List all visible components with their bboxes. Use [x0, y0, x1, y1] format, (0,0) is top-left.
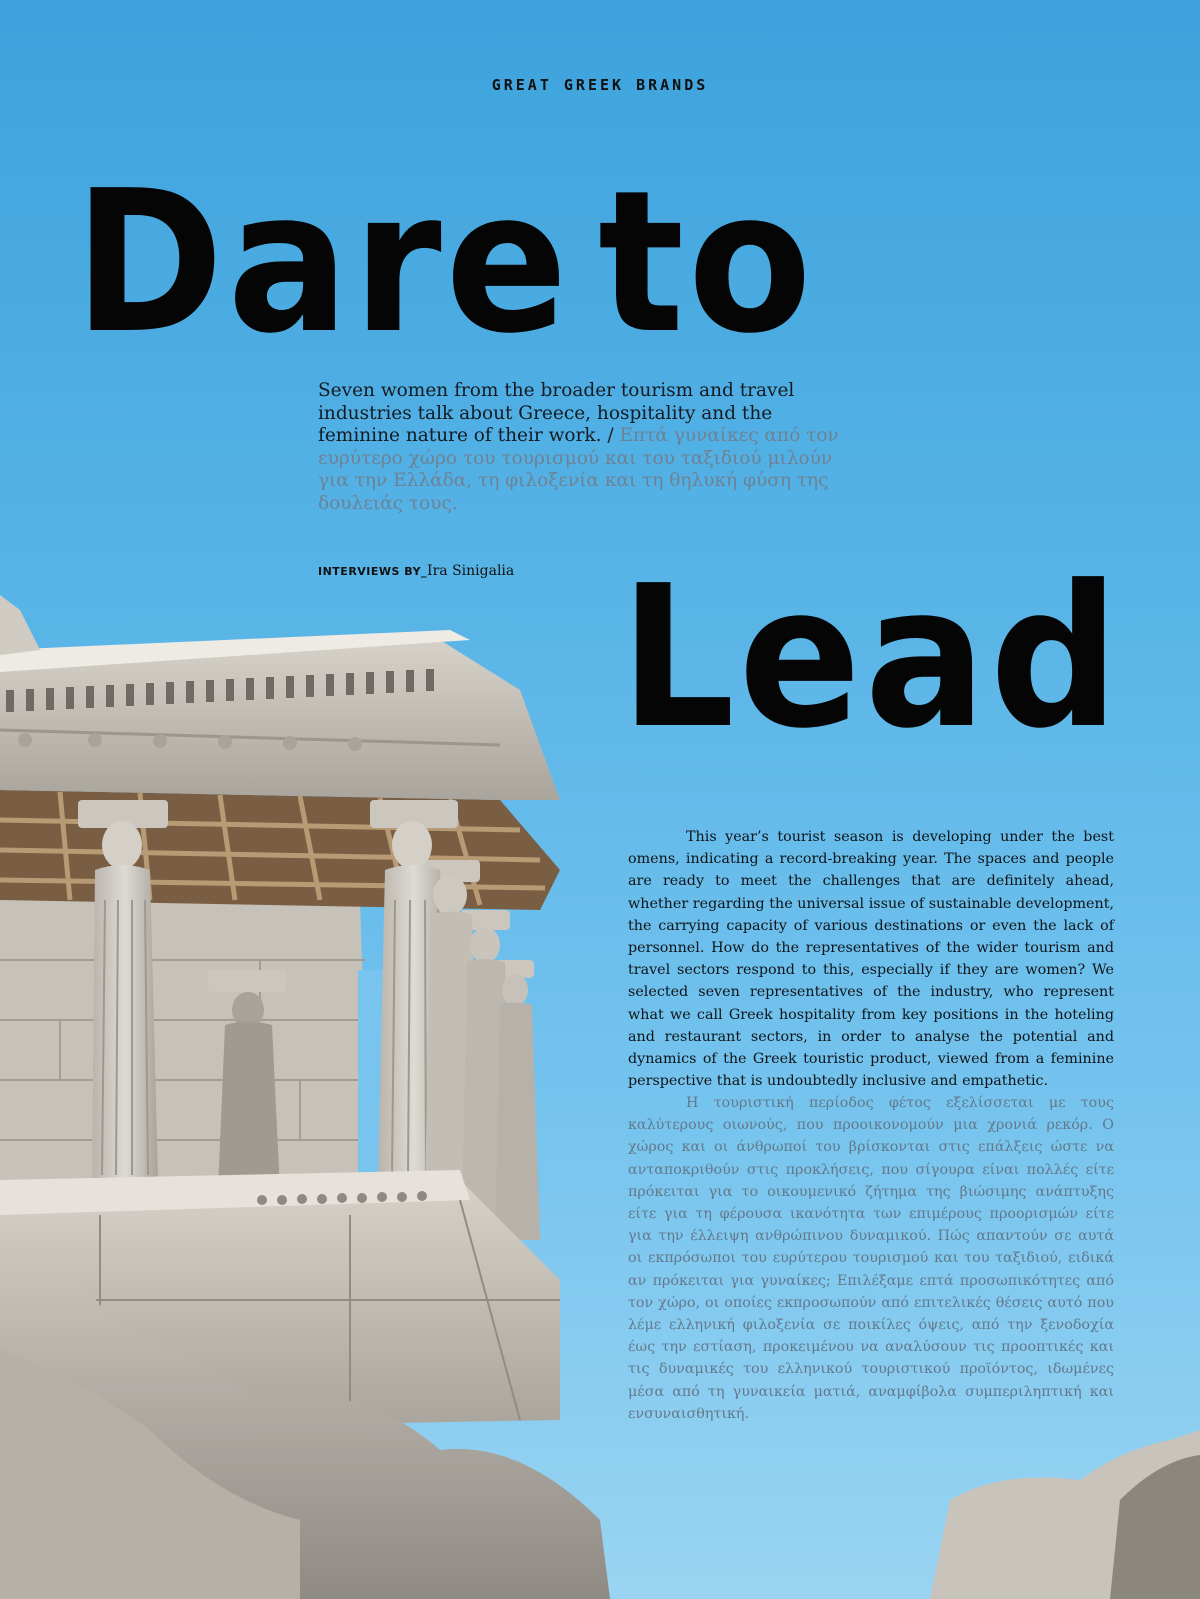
standfirst-separator: / [601, 425, 620, 446]
body-greek-paragraph: Η τουριστική περίοδος φέτος εξελίσσεται με τους καλύτερους οιωνούς, που προοικονομούν μια χρονιά ρεκόρ. Ο χώρος και οι άνθρωποί του βρίσκονται στις επάλξεις ώστε να ανταποκριθούν στις προκλήσεις, που σίγουρα είναι πολλές είτε πρόκειται για το οικουμενικό ζήτημα της βιώσιμης ανάπτυξης είτε για τη φέρουσα ικανότητα των επιμέρους προορισμών είτε για την έλλειψη ανθρώπινου δυναμικού. Πώς απαντούν σε αυτά οι εκπρόσωποι του ευρύτερου τουρισμού και του ταξιδιού, ειδικά αν πρόκειται για γυναίκες; Επιλέξαμε επτά προσωπικότητες από τον χώρο, οι οποίες εκπροσωπούν από επιτελικές θέσεις αυτό που λέμε ελληνική φιλοξενία σε ποικίλες όψεις, από την ξενοδοχία έως την εστίαση, προκειμένου να αναλύσουν τις προοπτικές και τις δυναμικές του ελληνικού τουριστικού προϊόντος, ιδωμένες μέσα από τη γυναικεία ματιά, αναμφίβολα συμπεριληπτική και ενσυναισθητική. [628, 1095, 1114, 1422]
body-greek [628, 1092, 1114, 1425]
caryatid-6 [495, 974, 540, 1240]
caryatid-1 [92, 821, 158, 1180]
byline-label: INTERVIEWS BY_ [318, 565, 428, 578]
body-english-paragraph: This year’s tourist season is developing under the best omens, indicating a record-breaking year. The spaces and people are ready to meet the challenges that are definitely ahead, whether regarding the universal issue of sustainable development, the carrying capacity of various destinations or even the lack of personnel. How do the representatives of the wider tourism and travel sectors respond to this, especially if they are women? We selected seven representatives of the industry, who represent what we call Greek hospitality from key positions in the hoteling and restaurant sectors, in order to analyse the potential and dynamics of the Greek touristic product, viewed from a feminine perspective that is undoubtedly inclusive and empathetic. [628, 829, 1114, 1090]
standfirst [318, 380, 858, 515]
byline-author: Ira Sinigalia [427, 563, 515, 579]
headline-word-lead: Lead [620, 544, 1123, 772]
section-label: GREAT GREEK BRANDS [491, 76, 709, 94]
standfirst-greek: Επτά γυναίκες από τον ευρύτερο χώρο του τουρισμού και του ταξιδιού μιλούν για την Ελλάδα, τη φιλοξενία και τη θηλυκή φύση της δουλειάς τους. [318, 425, 839, 514]
byline [318, 563, 514, 579]
standfirst-english: Seven women from the broader tourism and travel industries talk about Greece, hospitality and the feminine nature of their work. [318, 380, 795, 446]
temple-back-wall [0, 900, 370, 1220]
body-english [628, 826, 1114, 1092]
headline-word-dare: Dare [74, 149, 572, 377]
headline-word-to: to [598, 149, 816, 377]
